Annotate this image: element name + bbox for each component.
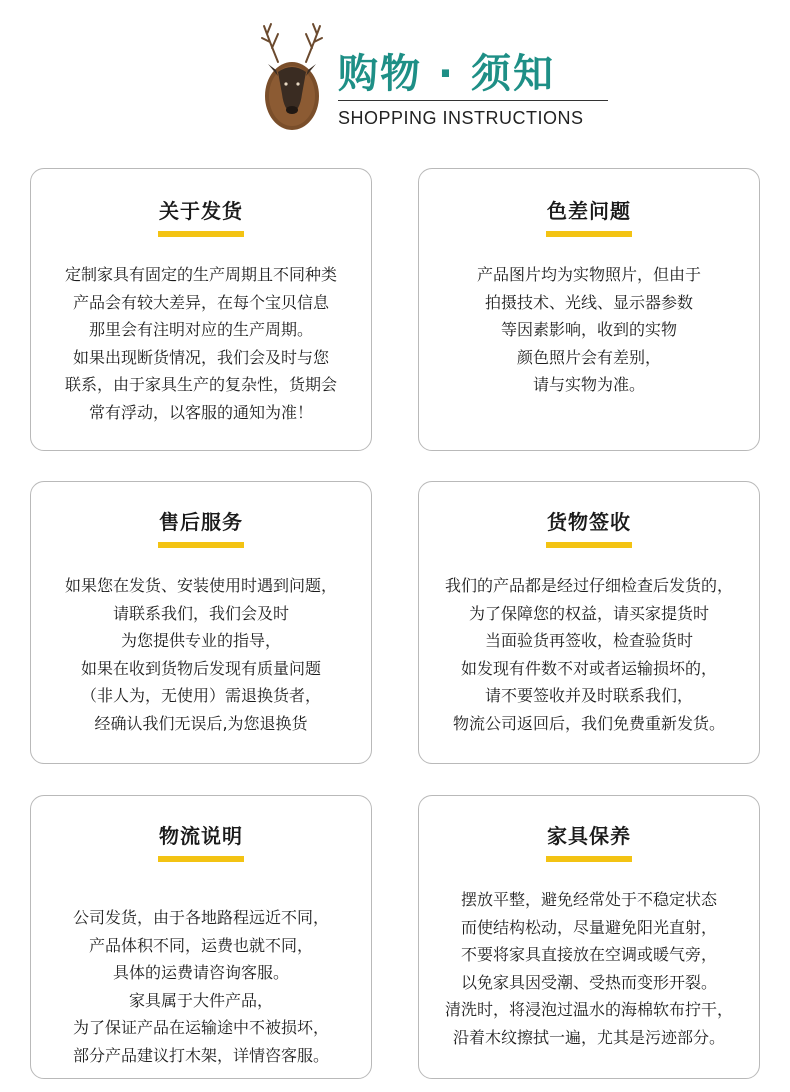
card-title: 关于发货 <box>159 199 243 223</box>
page-header <box>0 0 790 150</box>
card-title-underline <box>546 231 632 237</box>
furniture-care-card <box>418 795 760 1079</box>
card-line: 那里会有注明对应的生产周期。 <box>88 320 313 339</box>
card-line: （非人为，无使用）需退换货者， <box>80 686 321 705</box>
card-title-underline <box>158 856 244 862</box>
card-title-underline <box>158 542 244 548</box>
card-line: 如发现有件数不对或者运输损坏的， <box>460 658 717 678</box>
card-line: 等因素影响，收到的实物 <box>500 320 677 339</box>
card-body <box>419 572 759 737</box>
color-difference-card <box>418 168 760 451</box>
title-divider <box>338 100 608 101</box>
card-line: 具体的运费请咨询客服。 <box>112 963 289 982</box>
card-title: 家具保养 <box>547 824 631 848</box>
card-line: 如果出现断货情况，我们会及时与您 <box>72 347 329 367</box>
card-line: 部分产品建议打木架，详情咨客服。 <box>72 1045 329 1065</box>
delivery-signoff-card <box>418 481 760 764</box>
card-line: 请与实物为准。 <box>532 375 645 394</box>
card-line: 为了保障您的权益，请买家提货时 <box>468 603 709 623</box>
card-title-underline <box>546 856 632 862</box>
card-title: 色差问题 <box>547 199 631 223</box>
card-line: 以免家具因受潮、受热而变形开裂。 <box>460 972 717 992</box>
card-line: 产品会有较大差异，在每个宝贝信息 <box>72 292 329 312</box>
card-line: 沿着木纹擦拭一遍，尤其是污迹部分。 <box>452 1027 725 1047</box>
deer-head-trophy-icon <box>256 20 328 132</box>
logistics-card <box>30 795 372 1079</box>
card-line: 常有浮动，以客服的通知为准！ <box>88 402 313 422</box>
card-line: 清洗时，将浸泡过温水的海棉软布拧干， <box>444 1000 733 1019</box>
page-title: 购物 · 须知 <box>338 51 556 97</box>
card-line: 家具属于大件产品， <box>128 990 273 1010</box>
card-title-underline <box>546 542 632 548</box>
card-line: 产品图片均为实物照片，但由于 <box>476 265 701 284</box>
card-line: 物流公司返回后，我们免费重新发货。 <box>452 713 725 733</box>
after-sales-card <box>30 481 372 764</box>
card-line: 而使结构松动，尽量避免阳光直射， <box>460 917 717 937</box>
card-line: 请不要签收并及时联系我们， <box>484 686 693 705</box>
card-line: 产品体积不同，运费也就不同， <box>88 935 313 955</box>
card-line: 颜色照片会有差别， <box>516 347 661 367</box>
card-title: 物流说明 <box>159 824 243 848</box>
card-line: 联系，由于家具生产的复杂性，货期会 <box>64 375 337 394</box>
card-line: 为您提供专业的指导， <box>120 631 281 650</box>
card-title: 货物签收 <box>547 510 631 534</box>
shipping-card <box>30 168 372 451</box>
card-line: 我们的产品都是经过仔细检查后发货的， <box>444 576 733 595</box>
card-title-underline <box>158 231 244 237</box>
card-line: 如果在收到货物后发现有质量问题 <box>80 658 321 678</box>
card-line: 请联系我们，我们会及时 <box>112 603 289 623</box>
card-line: 摆放平整，避免经常处于不稳定状态 <box>460 890 717 909</box>
card-title: 售后服务 <box>159 510 243 534</box>
page-subtitle: SHOPPING INSTRUCTIONS <box>338 108 584 128</box>
card-line: 经确认我们无误后,为您退换货 <box>94 713 308 733</box>
card-line: 不要将家具直接放在空调或暖气旁， <box>460 945 717 964</box>
card-line: 公司发货，由于各地路程远近不同， <box>72 908 329 927</box>
card-line: 定制家具有固定的生产周期且不同种类 <box>64 265 337 284</box>
card-body <box>419 261 759 399</box>
card-body <box>419 886 759 1051</box>
card-body <box>31 572 371 737</box>
card-line: 当面验货再签收，检查验货时 <box>484 631 693 650</box>
card-line: 如果您在发货、安装使用时遇到问题， <box>64 576 337 595</box>
card-line: 拍摄技术、光线、显示器参数 <box>484 292 693 312</box>
card-body <box>31 261 371 426</box>
card-line: 为了保证产品在运输途中不被损坏， <box>72 1018 329 1037</box>
card-body <box>31 904 371 1069</box>
